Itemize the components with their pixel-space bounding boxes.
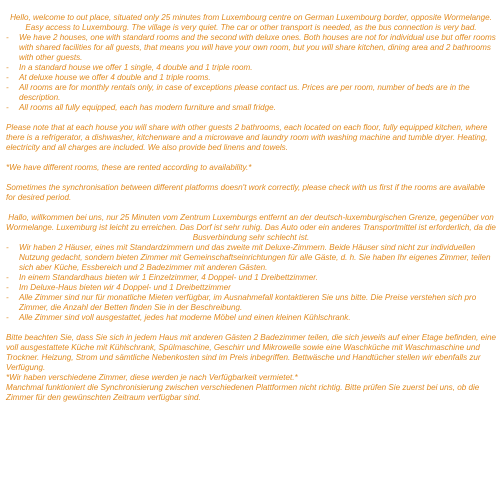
english-bullet-standard-house-text: In a standard house we offer 1 single, 4 double and 1 triple room. [19, 63, 253, 72]
german-bullet-deluxe-house-text: Im Deluxe-Haus bieten wir 4 Doppel- und 1 Dreibettzimmer [19, 283, 231, 292]
german-bullet-equipment [6, 313, 496, 323]
spacer [6, 173, 496, 183]
bullet-dash: - [6, 313, 9, 322]
bullet-dash: - [6, 283, 9, 292]
spacer [6, 153, 496, 163]
english-bullet-monthly-rentals-text: All rooms are for monthly rentals only, in case of exceptions please contact us. Prices are per room, number of beds are in the description. [19, 83, 470, 102]
bullet-dash: - [6, 103, 9, 112]
german-intro: Hallo, willkommen bei uns, nur 25 Minuten vom Zentrum Luxemburgs entfernt an der deutsch-luxemburgischen Grenze, gegenüber von Wormelange. Luxemburg ist leicht zu erreichen. Das Dorf ist sehr ruhig. Das Auto oder ein anderes Transportmittel ist erforderlich, da die Busverbindung sehr schlecht ist. [6, 213, 496, 242]
spacer [6, 113, 496, 123]
english-intro: Hello, welcome to out place, situated only 25 minutes from Luxembourg centre on German Luxembourg border, opposite Wormelange. Easy access to Luxembourg. The village is very quiet. The car or other transport is needed, as the bus connection is very bad. [10, 13, 492, 32]
english-bullet-monthly-rentals [6, 83, 496, 103]
bullet-dash: - [6, 293, 9, 302]
german-bullet-equipment-text: Alle Zimmer sind voll ausgestattet, jedes hat moderne Möbel und einen kleinen Kühlschrank. [19, 313, 351, 322]
spacer [6, 203, 496, 213]
bullet-dash: - [6, 73, 9, 82]
english-sync-note: Sometimes the synchronisation between different platforms doesn't work correctly, please check with us first if the rooms are available for desired period. [6, 183, 486, 202]
english-bullet-houses [6, 33, 496, 63]
english-bullet-equipment-text: All rooms all fully equipped, each has modern furniture and small fridge. [19, 103, 276, 112]
english-bullet-standard-house [6, 63, 496, 73]
english-bullet-deluxe-house-text: At deluxe house we offer 4 double and 1 triple rooms. [19, 73, 211, 82]
english-bullet-houses-text: We have 2 houses, one with standard rooms and the second with deluxe ones. Both houses are not for individual use but offer rooms with shared facilities for all guests, that means you will have your own room, but you will share kitchen, dining area and 2 bathrooms with other guests. [19, 33, 496, 62]
english-bullet-equipment [6, 103, 496, 113]
bullet-dash: - [6, 83, 9, 92]
spacer [6, 323, 496, 333]
german-rooms-availability-note: *Wir haben verschiedene Zimmer, diese werden je nach Verfügbarkeit vermietet.* [6, 373, 298, 382]
bullet-dash: - [6, 243, 9, 252]
bullet-dash: - [6, 273, 9, 282]
english-section [6, 13, 496, 203]
german-bullet-monthly-rentals-text: Alle Zimmer sind nur für monatliche Mieten verfügbar, im Ausnahmefall kontaktieren Sie uns bitte. Die Preise verstehen sich pro Zimmer, die Anzahl der Betten finden Sie in der Beschreibung. [19, 293, 477, 312]
german-bullet-standard-house-text: In einem Standardhaus bieten wir 1 Einzelzimmer, 4 Doppel- und 1 Dreibettzimmer. [19, 273, 318, 282]
english-rooms-availability-note: *We have different rooms, these are rented according to availability.* [6, 163, 252, 172]
german-sync-note: Manchmal funktioniert die Synchronisierung zwischen verschiedenen Plattformen nicht richtig. Bitte prüfen Sie zuerst bei uns, ob die Zimmer für den gewünschten Zeitraum verfügbar sind. [6, 383, 480, 402]
german-bullet-monthly-rentals [6, 293, 496, 313]
german-bullet-houses [6, 243, 496, 273]
german-bullet-standard-house [6, 273, 496, 283]
bullet-dash: - [6, 33, 9, 42]
german-bullet-houses-text: Wir haben 2 Häuser, eines mit Standardzimmern und das zweite mit Deluxe-Zimmern. Beide Häuser sind nicht zur individuellen Nutzung gedacht, sondern bieten Zimmer mit Gemeinschaftseinrichtungen für alle Gäste, d. h. Sie haben Ihr eigenes Zimmer, teilen sich aber Küche, Essbereich und 2 Badezimmer mit anderen Gästen. [19, 243, 491, 272]
english-shared-facilities-note: Please note that at each house you will share with other guests 2 bathrooms, each located on each floor, fully equipped kitchen, where there is a refrigerator, a dishwasher, kitchenware and a microwave and laundry room with washing machine and tumble dryer. Heating, electricity and all charges are included. We also provide bed linens and towels. [6, 123, 488, 152]
german-section [6, 213, 496, 403]
german-shared-facilities-note: Bitte beachten Sie, dass Sie sich in jedem Haus mit anderen Gästen 2 Badezimmer teilen, die sich jeweils auf einer Etage befinden, eine voll ausgestattete Küche mit Kühlschrank, Spülmaschine, Geschirr und Mikrowelle sowie eine Waschküche mit Waschmaschine und Trockner. Heizung, Strom und sämtliche Nebenkosten sind im Preis inbegriffen. Bettwäsche und Handtücher stellen wir ebenfalls zur Verfügung. [6, 333, 496, 372]
german-bullet-deluxe-house [6, 283, 496, 293]
english-bullet-deluxe-house [6, 73, 496, 83]
bullet-dash: - [6, 63, 9, 72]
